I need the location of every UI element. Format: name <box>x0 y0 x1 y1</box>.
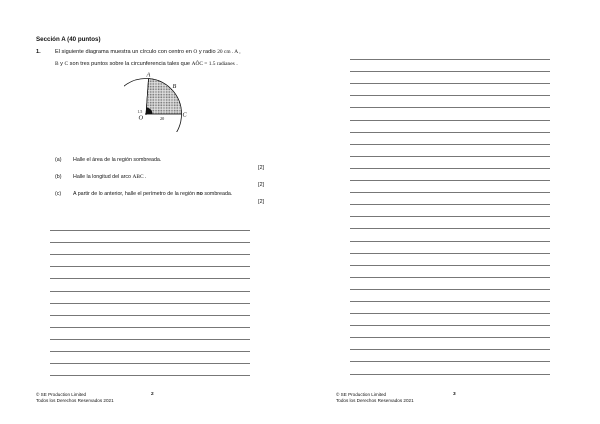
section-title: Sección A (40 puntos) <box>36 36 101 43</box>
footer <box>336 392 414 405</box>
part-b-text: Halle la longitud del arco ABC . <box>73 174 147 180</box>
answer-line[interactable] <box>350 60 550 72</box>
answer-line[interactable] <box>50 304 250 316</box>
answer-line[interactable] <box>350 84 550 96</box>
answer-line[interactable] <box>350 169 550 181</box>
part-b-label: (b) <box>55 174 62 180</box>
label-B: B <box>172 83 177 90</box>
answer-line[interactable] <box>350 48 550 60</box>
answer-line[interactable] <box>350 193 550 205</box>
answer-line[interactable] <box>350 72 550 84</box>
answer-line[interactable] <box>50 255 250 267</box>
part-c-label: (c) <box>55 191 62 197</box>
answer-line[interactable] <box>50 219 250 231</box>
answer-line[interactable] <box>350 254 550 266</box>
answer-line[interactable] <box>50 292 250 304</box>
label-O: O <box>138 114 144 122</box>
answer-line[interactable] <box>50 279 250 291</box>
answer-line[interactable] <box>350 133 550 145</box>
rights-text: Todos los Derechos Reservados 2021 <box>336 398 414 404</box>
label-radius: 20 <box>160 116 165 121</box>
answer-line[interactable] <box>350 181 550 193</box>
answer-line[interactable] <box>350 242 550 254</box>
answer-lines-left[interactable] <box>50 219 250 376</box>
answer-line[interactable] <box>350 229 550 241</box>
answer-line[interactable] <box>350 314 550 326</box>
answer-line[interactable] <box>50 267 250 279</box>
answer-line[interactable] <box>350 338 550 350</box>
answer-line[interactable] <box>50 316 250 328</box>
copyright-text: © SE Production Limited <box>36 392 87 397</box>
answer-line[interactable] <box>50 352 250 364</box>
answer-line[interactable] <box>350 145 550 157</box>
question-text-line2: B y C son tres puntos sobre la circunferencia tales que AÔC = 1.5 radianes . <box>55 61 238 67</box>
answer-line[interactable] <box>350 96 550 108</box>
circle-diagram <box>124 68 204 132</box>
question-text-line1: El siguiente diagrama muestra un círculo con centro en O y radio 20 cm . A , <box>55 49 241 55</box>
question-number: 1. <box>36 49 41 55</box>
part-a-marks: [2] <box>258 165 264 171</box>
rights-text: Todos los Derechos Reservados 2021 <box>36 398 114 404</box>
label-angle: 1.5 <box>137 110 143 114</box>
answer-line[interactable] <box>350 302 550 314</box>
page-number: 3 <box>453 392 456 397</box>
answer-line[interactable] <box>350 205 550 217</box>
center-point <box>145 113 147 115</box>
part-b-marks: [2] <box>258 182 264 188</box>
footer <box>36 392 114 405</box>
part-a-label: (a) <box>55 157 62 163</box>
part-c-marks: [2] <box>258 199 264 205</box>
part-a-text: Halle el área de la región sombreada. <box>73 157 162 163</box>
answer-line[interactable] <box>350 121 550 133</box>
answer-line[interactable] <box>350 326 550 338</box>
label-C: C <box>182 111 187 119</box>
answer-line[interactable] <box>350 217 550 229</box>
answer-line[interactable] <box>350 350 550 362</box>
answer-line[interactable] <box>50 340 250 352</box>
answer-line[interactable] <box>50 364 250 376</box>
label-A: A <box>146 71 151 79</box>
answer-line[interactable] <box>50 231 250 243</box>
answer-line[interactable] <box>350 157 550 169</box>
answer-line[interactable] <box>350 290 550 302</box>
page-right <box>300 0 600 424</box>
answer-line[interactable] <box>350 108 550 120</box>
answer-line[interactable] <box>50 328 250 340</box>
answer-line[interactable] <box>350 266 550 278</box>
answer-line[interactable] <box>350 362 550 374</box>
answer-line[interactable] <box>350 278 550 290</box>
copyright-text: © SE Production Limited <box>336 392 387 397</box>
part-c-text: A partir de lo anterior, halle el perímetro de la región no sombreada. <box>73 191 233 197</box>
answer-line[interactable] <box>50 243 250 255</box>
page-number: 2 <box>151 392 154 397</box>
answer-lines-right[interactable] <box>350 48 550 375</box>
